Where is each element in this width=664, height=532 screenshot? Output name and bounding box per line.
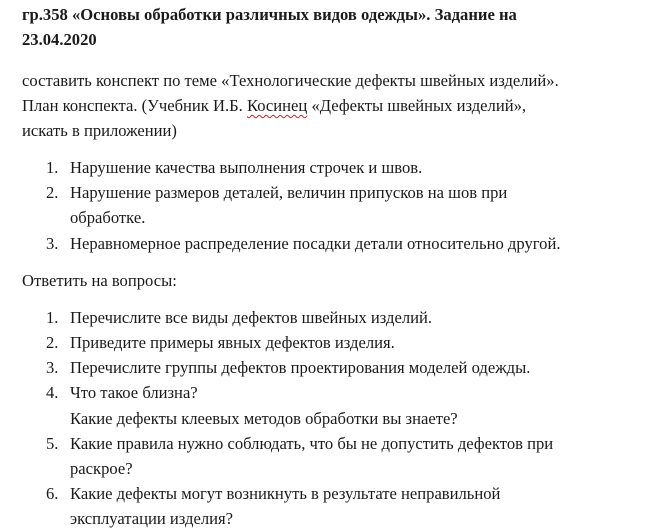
list-item-text-line-2: обработке. bbox=[70, 208, 146, 228]
questions-list bbox=[22, 305, 662, 532]
list-item bbox=[22, 180, 662, 230]
list-number: 3. bbox=[46, 233, 59, 253]
list-item-text: Приведите примеры явных дефектов изделия. bbox=[70, 333, 395, 353]
list-item-text-line-1: Какие правила нужно соблюдать, что бы не допустить дефектов при bbox=[70, 433, 554, 453]
list-number: 1. bbox=[46, 307, 59, 327]
author-name-misspelled: Косинец bbox=[246, 96, 308, 115]
title-line-2: 23.04.2020 bbox=[22, 30, 97, 49]
list-item-text-line-1: Что такое близна? bbox=[70, 383, 198, 403]
list-number: 3. bbox=[46, 358, 59, 378]
intro-line-2b: «Дефекты швейных изделий», bbox=[307, 96, 527, 115]
list-item-text-line-2: раскрое? bbox=[70, 459, 133, 479]
list-number: 1. bbox=[46, 158, 59, 177]
list-item-text-line-1: Какие дефекты могут возникнуть в результате неправильной bbox=[70, 484, 501, 504]
list-item-text: Перечислите группы дефектов проектирования моделей одежды. bbox=[70, 358, 531, 378]
list-item bbox=[22, 481, 662, 531]
intro-line-2a: План конспекта. (Учебник И.Б. bbox=[22, 96, 247, 115]
list-item bbox=[22, 231, 662, 256]
document-title bbox=[22, 2, 662, 52]
list-item bbox=[22, 380, 662, 430]
list-number: 2. bbox=[46, 183, 59, 203]
plan-list bbox=[22, 155, 662, 256]
list-item bbox=[22, 431, 662, 481]
list-number: 2. bbox=[46, 333, 59, 353]
document-page bbox=[22, 2, 662, 532]
list-item-text: Неравномерное распределение посадки детали относительно другой. bbox=[70, 233, 561, 253]
list-item bbox=[22, 355, 662, 380]
list-item-text-line-1: Нарушение размеров деталей, величин припусков на шов при bbox=[70, 183, 508, 203]
intro-line-3: искать в приложении) bbox=[22, 121, 177, 140]
list-item-text-line-2: Какие дефекты клеевых методов обработки вы знаете? bbox=[70, 408, 458, 428]
list-number: 5. bbox=[46, 433, 59, 453]
intro-paragraph bbox=[22, 68, 662, 143]
list-number: 4. bbox=[46, 383, 59, 403]
list-item-text: Перечислите все виды дефектов швейных изделий. bbox=[70, 307, 433, 327]
list-item bbox=[22, 155, 662, 180]
intro-line-1: составить конспект по теме «Технологические дефекты швейных изделий». bbox=[22, 71, 559, 90]
answer-heading: Ответить на вопросы: bbox=[22, 270, 177, 290]
title-line-1: гр.358 «Основы обработки различных видов одежды». Задание на bbox=[22, 5, 517, 24]
list-item bbox=[22, 330, 662, 355]
list-number: 6. bbox=[46, 484, 59, 504]
list-item-text-line-2: эксплуатации изделия? bbox=[70, 509, 234, 529]
list-item-text: Нарушение качества выполнения строчек и швов. bbox=[70, 158, 423, 177]
list-item bbox=[22, 305, 662, 330]
